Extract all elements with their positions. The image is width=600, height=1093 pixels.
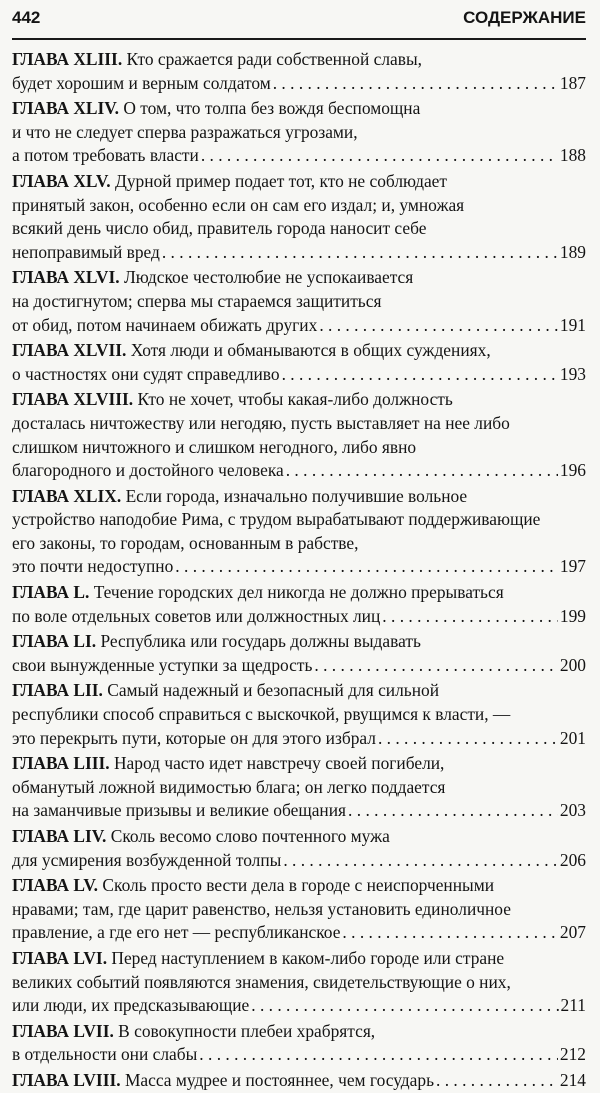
chapter-number: ГЛАВА LVIII. xyxy=(12,1069,121,1090)
dot-leader xyxy=(175,555,558,579)
toc-entry-text xyxy=(12,291,381,311)
chapter-title-text: это почти недоступно xyxy=(12,556,174,577)
toc-entry-line xyxy=(12,144,586,168)
toc-entry-line xyxy=(12,994,586,1018)
toc-entry-line xyxy=(12,194,586,218)
dot-leader xyxy=(378,727,558,751)
dot-leader xyxy=(286,459,558,483)
toc-entry-text xyxy=(12,171,447,191)
page-reference: 189 xyxy=(559,241,586,262)
toc-entry-text xyxy=(12,363,280,387)
chapter-title-text: нравами; там, где царит равенство, нельзя установить единоличное xyxy=(12,898,511,919)
toc-entry-text xyxy=(12,98,420,118)
chapter-number: ГЛАВА L. xyxy=(12,582,90,603)
chapter-title-text: на заманчивые призывы и великие обещания xyxy=(12,800,347,821)
toc-entry-text xyxy=(12,72,271,96)
chapter-title-text: Сколь просто вести дела в городе с неиспорченными xyxy=(102,875,495,896)
chapter-title-text: Республика или государь должны выдавать xyxy=(100,631,421,652)
toc-entry-text xyxy=(12,314,317,338)
chapter-title-text: его законы, то городам, основанным в рабстве, xyxy=(12,532,359,553)
toc-entry xyxy=(12,630,586,677)
chapter-title-text: а потом требовать власти xyxy=(12,145,199,166)
page-reference: 188 xyxy=(559,145,586,166)
toc-entry xyxy=(12,388,586,482)
toc-entry-text xyxy=(12,1069,434,1093)
toc-entry-line xyxy=(12,121,586,145)
page-reference: 201 xyxy=(559,727,586,748)
toc-entry-line xyxy=(12,654,586,678)
chapter-title-text: Масса мудрее и постояннее, чем государь xyxy=(124,1069,435,1090)
toc-entry-line xyxy=(12,776,586,800)
toc-entry-line xyxy=(12,971,586,995)
toc-entry-line xyxy=(12,825,586,849)
toc-entry-line xyxy=(12,532,586,556)
chapter-number: ГЛАВА XLIV. xyxy=(12,98,119,119)
toc-entry xyxy=(12,485,586,579)
toc-entry-text xyxy=(12,753,444,773)
toc-entry-text xyxy=(12,582,504,602)
chapter-title-text: слишком ничтожного и слишком негодного, либо явно xyxy=(12,436,417,457)
toc-entry xyxy=(12,48,586,95)
toc-entry-line xyxy=(12,485,586,509)
chapter-number: ГЛАВА LVI. xyxy=(12,947,108,968)
chapter-title-text: Если города, изначально получившие вольное xyxy=(125,485,468,506)
toc-entry xyxy=(12,1069,586,1093)
dot-leader xyxy=(382,605,558,629)
chapter-number: ГЛАВА XLVII. xyxy=(12,340,127,361)
dot-leader xyxy=(348,799,558,823)
page-reference: 206 xyxy=(559,849,586,870)
chapter-title-text: Кто сражается ради собственной славы, xyxy=(126,49,423,69)
dot-leader xyxy=(342,921,557,945)
dot-leader xyxy=(319,314,558,338)
toc-entry-text xyxy=(12,704,510,724)
chapter-number: ГЛАВА LVII. xyxy=(12,1020,114,1041)
page-reference: 191 xyxy=(559,314,586,335)
toc-entry-text xyxy=(12,413,510,433)
toc-entry-line xyxy=(12,1020,586,1044)
dot-leader xyxy=(199,1043,558,1067)
toc-entry-line xyxy=(12,459,586,483)
toc-entry-line xyxy=(12,48,586,72)
toc-entry-line xyxy=(12,339,586,363)
chapter-title-text: в отдельности они слабы xyxy=(12,1044,198,1065)
dot-leader xyxy=(273,72,558,96)
chapter-number: ГЛАВА XLVI. xyxy=(12,267,120,288)
chapter-title-text: свои вынужденные уступки за щедрость xyxy=(12,654,313,675)
chapter-number: ГЛАВА LI. xyxy=(12,631,97,652)
chapter-title-text: Перед наступлением в каком-либо городе или стране xyxy=(111,947,505,968)
chapter-title-text: Народ часто идет навстречу своей погибели, xyxy=(113,753,445,774)
toc-entry xyxy=(12,97,586,168)
dot-leader xyxy=(283,849,558,873)
dot-leader xyxy=(162,241,558,265)
page-number: 442 xyxy=(12,8,41,27)
page-reference: 207 xyxy=(559,922,586,943)
toc-entry-line xyxy=(12,849,586,873)
toc-entry-text xyxy=(12,948,504,968)
toc-entry-line xyxy=(12,703,586,727)
toc-entry-line xyxy=(12,555,586,579)
running-header xyxy=(12,8,586,38)
toc-entry-text xyxy=(12,799,346,823)
toc-entry-text xyxy=(12,631,421,651)
section-title: СОДЕРЖАНИЕ xyxy=(463,8,586,27)
toc-entry-text xyxy=(12,340,491,360)
toc-entry xyxy=(12,825,586,872)
toc-entry xyxy=(12,170,586,264)
chapter-title-text: устройство наподобие Рима, с трудом вырабатывают поддерживающие xyxy=(12,509,541,530)
toc-entry-text xyxy=(12,1043,197,1067)
toc-entry-text xyxy=(12,899,511,919)
toc-entry xyxy=(12,581,586,628)
dot-leader xyxy=(282,363,558,387)
chapter-number: ГЛАВА XLIX. xyxy=(12,485,122,506)
toc-entry-text xyxy=(12,777,445,797)
toc-entry-line xyxy=(12,436,586,460)
toc-entry-line xyxy=(12,290,586,314)
toc-entry-line xyxy=(12,1069,586,1093)
chapter-number: ГЛАВА LII. xyxy=(12,680,103,701)
toc-entry-line xyxy=(12,170,586,194)
dot-leader xyxy=(251,994,558,1018)
chapter-title-text: благородного и достойного человека xyxy=(12,460,284,481)
chapter-title-text: Течение городских дел никогда не должно прерываться xyxy=(93,582,504,603)
toc-entry-text xyxy=(12,605,380,629)
toc-entry-text xyxy=(12,437,416,457)
toc-entry-text xyxy=(12,389,453,409)
page-reference: 200 xyxy=(559,654,586,675)
toc-entry-text xyxy=(12,1021,375,1041)
page-reference: 197 xyxy=(559,556,586,577)
toc-entry-text xyxy=(12,509,540,529)
toc-entry-text xyxy=(12,654,312,678)
toc-entry-text xyxy=(12,875,494,895)
page-reference: 203 xyxy=(559,800,586,821)
toc-entry-text xyxy=(12,972,511,992)
chapter-title-text: непоправимый вред xyxy=(12,241,160,262)
toc-entry-text xyxy=(12,49,422,69)
toc-entry-text xyxy=(12,849,281,873)
toc-entry-line xyxy=(12,752,586,776)
toc-entry xyxy=(12,339,586,386)
table-of-contents xyxy=(12,48,586,1093)
toc-entry-line xyxy=(12,630,586,654)
chapter-title-text: для усмирения возбужденной толпы xyxy=(12,849,282,870)
toc-entry xyxy=(12,947,586,1018)
toc-entry-line xyxy=(12,947,586,971)
toc-entry xyxy=(12,266,586,337)
chapter-title-text: Хотя люди и обманываются в общих суждениях, xyxy=(130,340,491,361)
toc-entry-line xyxy=(12,97,586,121)
chapter-title-text: республики способ справиться с выскочкой, рвущимся к власти, — xyxy=(12,704,511,725)
toc-entry-line xyxy=(12,898,586,922)
toc-entry-line xyxy=(12,314,586,338)
dot-leader xyxy=(314,654,558,678)
toc-entry-text xyxy=(12,144,199,168)
chapter-title-text: правление, а где его нет — республиканское xyxy=(12,922,341,943)
chapter-title-text: и что не следует сперва разражаться угрозами, xyxy=(12,121,358,142)
chapter-title-text: великих событий появляются знамения, свидетельствующие о них, xyxy=(12,971,511,992)
chapter-title-text: принятый закон, особенно если он сам его издал; и, умножая xyxy=(12,194,465,215)
toc-entry-line xyxy=(12,581,586,605)
chapter-title-text: это перекрыть пути, которые он для этого избрал xyxy=(12,727,376,748)
chapter-title-text: В совокупности плебеи храбрятся, xyxy=(118,1020,376,1041)
toc-entry xyxy=(12,752,586,823)
toc-entry-line xyxy=(12,412,586,436)
chapter-number: ГЛАВА LIV. xyxy=(12,826,107,846)
chapter-title-text: от обид, потом начинаем обижать других xyxy=(12,314,318,335)
toc-entry-line xyxy=(12,363,586,387)
page-reference: 196 xyxy=(559,460,586,481)
toc-entry xyxy=(12,679,586,750)
toc-entry-line xyxy=(12,874,586,898)
chapter-number: ГЛАВА XLIII. xyxy=(12,49,123,69)
chapter-title-text: будет хорошим и верным солдатом xyxy=(12,72,271,93)
toc-entry-text xyxy=(12,994,249,1018)
toc-entry-text xyxy=(12,195,464,215)
page-reference: 214 xyxy=(559,1069,586,1090)
toc-entry-line xyxy=(12,727,586,751)
header-rule xyxy=(12,38,586,40)
toc-entry-line xyxy=(12,605,586,629)
page-reference: 193 xyxy=(559,363,586,384)
toc-entry-text xyxy=(12,486,467,506)
toc-entry-line xyxy=(12,266,586,290)
toc-entry-text xyxy=(12,241,160,265)
chapter-title-text: всякий день число обид, правитель города наносит себе xyxy=(12,218,427,239)
page-reference: 212 xyxy=(559,1044,586,1065)
toc-entry-line xyxy=(12,217,586,241)
chapter-number: ГЛАВА XLVIII. xyxy=(12,389,134,410)
dot-leader xyxy=(436,1069,558,1093)
toc-entry-text xyxy=(12,727,376,751)
toc-entry xyxy=(12,1020,586,1067)
toc-entry-text xyxy=(12,459,284,483)
toc-entry-text xyxy=(12,921,340,945)
toc-entry-text xyxy=(12,218,426,238)
toc-entry-text xyxy=(12,826,390,846)
page-reference: 199 xyxy=(559,605,586,626)
page-reference: 211 xyxy=(560,995,586,1016)
chapter-number: ГЛАВА LIII. xyxy=(12,753,110,774)
toc-entry-line xyxy=(12,799,586,823)
toc-entry-text xyxy=(12,122,358,142)
chapter-number: ГЛАВА LV. xyxy=(12,875,99,896)
chapter-title-text: досталась ничтожеству или негодяю, пусть выставляет на нее либо xyxy=(12,412,510,433)
toc-entry-line xyxy=(12,1043,586,1067)
page-reference: 187 xyxy=(559,72,586,93)
chapter-title-text: обманутый ложной видимостью блага; он легко поддается xyxy=(12,776,446,797)
chapter-title-text: О том, что толпа без вождя беспомощна xyxy=(123,98,421,119)
toc-entry xyxy=(12,874,586,945)
toc-entry-text xyxy=(12,555,173,579)
chapter-title-text: на достигнутом; сперва мы стараемся защититься xyxy=(12,290,382,311)
chapter-title-text: Самый надежный и безопасный для сильной xyxy=(107,680,440,701)
chapter-title-text: Сколь весомо слово почтенного мужа xyxy=(110,826,390,846)
chapter-title-text: Дурной пример подает тот, кто не соблюдает xyxy=(114,170,448,191)
chapter-title-text: Кто не хочет, чтобы какая-либо должность xyxy=(137,389,453,410)
toc-entry-line xyxy=(12,72,586,96)
toc-entry-line xyxy=(12,388,586,412)
chapter-title-text: или люди, их предсказывающие xyxy=(12,995,250,1016)
toc-entry-text xyxy=(12,267,413,287)
chapter-number: ГЛАВА XLV. xyxy=(12,170,111,191)
chapter-title-text: по воле отдельных советов или должностных лиц xyxy=(12,605,381,626)
chapter-title-text: Людское честолюбие не успокаивается xyxy=(123,267,414,288)
toc-entry-line xyxy=(12,679,586,703)
toc-entry-text xyxy=(12,680,439,700)
toc-entry-text xyxy=(12,533,358,553)
dot-leader xyxy=(201,144,558,168)
toc-entry-line xyxy=(12,241,586,265)
chapter-title-text: о частностях они судят справедливо xyxy=(12,363,280,384)
toc-entry-line xyxy=(12,921,586,945)
toc-entry-line xyxy=(12,508,586,532)
